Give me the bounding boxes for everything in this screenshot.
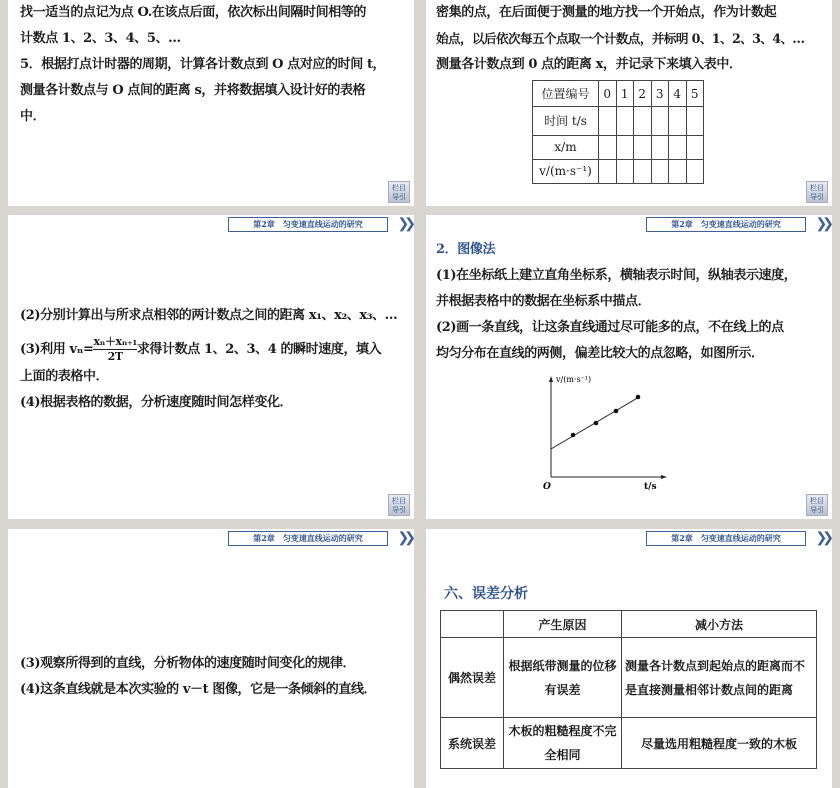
- text-line: (4)根据表格的数据，分析速度随时间怎样变化．: [20, 395, 293, 410]
- text-line: (3)观察所得到的直线，分析物体的速度随时间变化的规律．: [20, 656, 356, 671]
- slide-text: [20, 651, 376, 703]
- text-line: (4)这条直线就是本次实验的 v－t 图像，它是一条倾斜的直线．: [20, 682, 377, 697]
- text-line: 计数点 1、2、3、4、5、…: [20, 31, 181, 46]
- table-header: 5: [686, 81, 704, 107]
- section-heading: 六、误差分析: [444, 586, 528, 602]
- chapter-banner: 第2章 匀变速直线运动的研究: [228, 531, 388, 546]
- row-label: v/(m·s⁻¹): [533, 159, 599, 183]
- table-header: 3: [651, 81, 669, 107]
- slide-panel-6: [426, 529, 832, 788]
- table-cell: 尽量选用粗糙程度一致的木板: [622, 718, 817, 769]
- chevron-right-icon: ❯❯: [815, 530, 829, 546]
- nav-guide-button[interactable]: 栏目导引: [388, 494, 410, 516]
- text-line: 测量各计数点到 0 点的距离 x，并记录下来填入表中．: [436, 57, 742, 72]
- text-line: (2)画一条直线，让这条直线通过尽可能多的点，不在线上的点: [436, 320, 784, 335]
- text-line: 测量各计数点与 O 点间的距离 s，并将数据填入设计好的表格: [20, 83, 366, 98]
- section-heading: 2．图像法: [436, 242, 496, 257]
- nav-guide-button[interactable]: 栏目导引: [388, 181, 410, 203]
- slide-panel-5: [8, 529, 414, 788]
- text-line: 密集的点，在后面便于测量的地方找一个开始点，作为计数起: [436, 5, 777, 20]
- error-analysis-table: [440, 610, 817, 769]
- text-line: 并根据表格中的数据在坐标系中描点．: [436, 294, 651, 309]
- x-axis-label: t/s: [644, 482, 657, 492]
- table-cell: 系统误差: [441, 718, 504, 769]
- fraction-denominator: 2T: [107, 350, 123, 363]
- nav-guide-button[interactable]: 栏目导引: [806, 494, 828, 516]
- slide-panel-1: [8, 0, 414, 206]
- data-point: [594, 421, 599, 426]
- data-point: [636, 395, 641, 400]
- slide-text: [20, 303, 397, 416]
- slide-text: [436, 0, 804, 78]
- slide-text: [20, 0, 385, 130]
- slide-panel-4: [426, 215, 832, 519]
- chapter-banner: 第2章 匀变速直线运动的研究: [646, 217, 806, 232]
- slide-panel-2: [426, 0, 832, 206]
- x-axis-arrow-icon: [661, 475, 667, 479]
- slide-panel-3: [8, 215, 414, 519]
- chevron-right-icon: ❯❯: [397, 530, 411, 546]
- formula-suffix: 求得计数点 1、2、3、4 的瞬时速度，填入: [136, 342, 382, 357]
- table-header: 位置编号: [533, 81, 599, 107]
- row-label: x/m: [533, 135, 599, 159]
- text-line: 始点，以后依次每五个点取一个计数点，并标明 0、1、2、3、4、…: [436, 31, 805, 46]
- table-header: [441, 611, 504, 638]
- table-cell: 木板的粗糙程度不完全相同: [504, 718, 622, 769]
- chapter-banner: 第2章 匀变速直线运动的研究: [646, 531, 806, 546]
- table-cell: 测量各计数点到起始点的距离而不是直接测量相邻计数点间的距离: [622, 638, 817, 718]
- fraction-numerator: xₙ＋xₙ₊₁: [93, 335, 137, 348]
- table-header: 减小方法: [622, 611, 817, 638]
- text-line: (1)在坐标纸上建立直角坐标系，横轴表示时间，纵轴表示速度，: [436, 268, 797, 283]
- text-line: 上面的表格中．: [20, 369, 109, 384]
- table-cell: 偶然误差: [441, 638, 504, 718]
- table-cell: 根据纸带测量的位移有误差: [504, 638, 622, 718]
- text-line: (2)分别计算出与所求点相邻的两计数点之间的距离 x₁、x₂、x₃、…: [20, 308, 398, 323]
- vt-graph: [536, 373, 686, 498]
- formula-prefix: (3)利用 vₙ=: [20, 342, 94, 357]
- text-line: 找一适当的点记为点 O.在该点后面，依次标出间隔时间相等的: [20, 5, 367, 20]
- chevron-right-icon: ❯❯: [815, 216, 829, 232]
- chapter-banner: 第2章 匀变速直线运动的研究: [228, 217, 388, 232]
- origin-label: O: [543, 482, 551, 492]
- table-header: 4: [669, 81, 687, 107]
- table-header: 2: [634, 81, 652, 107]
- table-header: 0: [599, 81, 617, 107]
- chevron-right-icon: ❯❯: [397, 216, 411, 232]
- y-axis-arrow-icon: [549, 376, 553, 382]
- data-table: [532, 80, 704, 184]
- formula-fraction: [93, 335, 136, 364]
- text-line: 5．根据打点计时器的周期，计算各计数点到 O 点对应的时间 t，: [20, 57, 386, 72]
- table-header: 产生原因: [504, 611, 622, 638]
- text-line: [20, 335, 397, 364]
- data-point: [614, 409, 619, 414]
- data-point: [571, 433, 576, 438]
- table-header: 1: [616, 81, 634, 107]
- slide-text: [436, 237, 796, 367]
- nav-guide-button[interactable]: 栏目导引: [806, 181, 828, 203]
- row-label: 时间 t/s: [533, 107, 599, 136]
- text-line: 均匀分布在直线的两侧，偏差比较大的点忽略，如图所示．: [436, 346, 764, 361]
- y-axis-label: v/(m·s⁻¹): [556, 375, 592, 384]
- text-line: 中．: [20, 109, 46, 124]
